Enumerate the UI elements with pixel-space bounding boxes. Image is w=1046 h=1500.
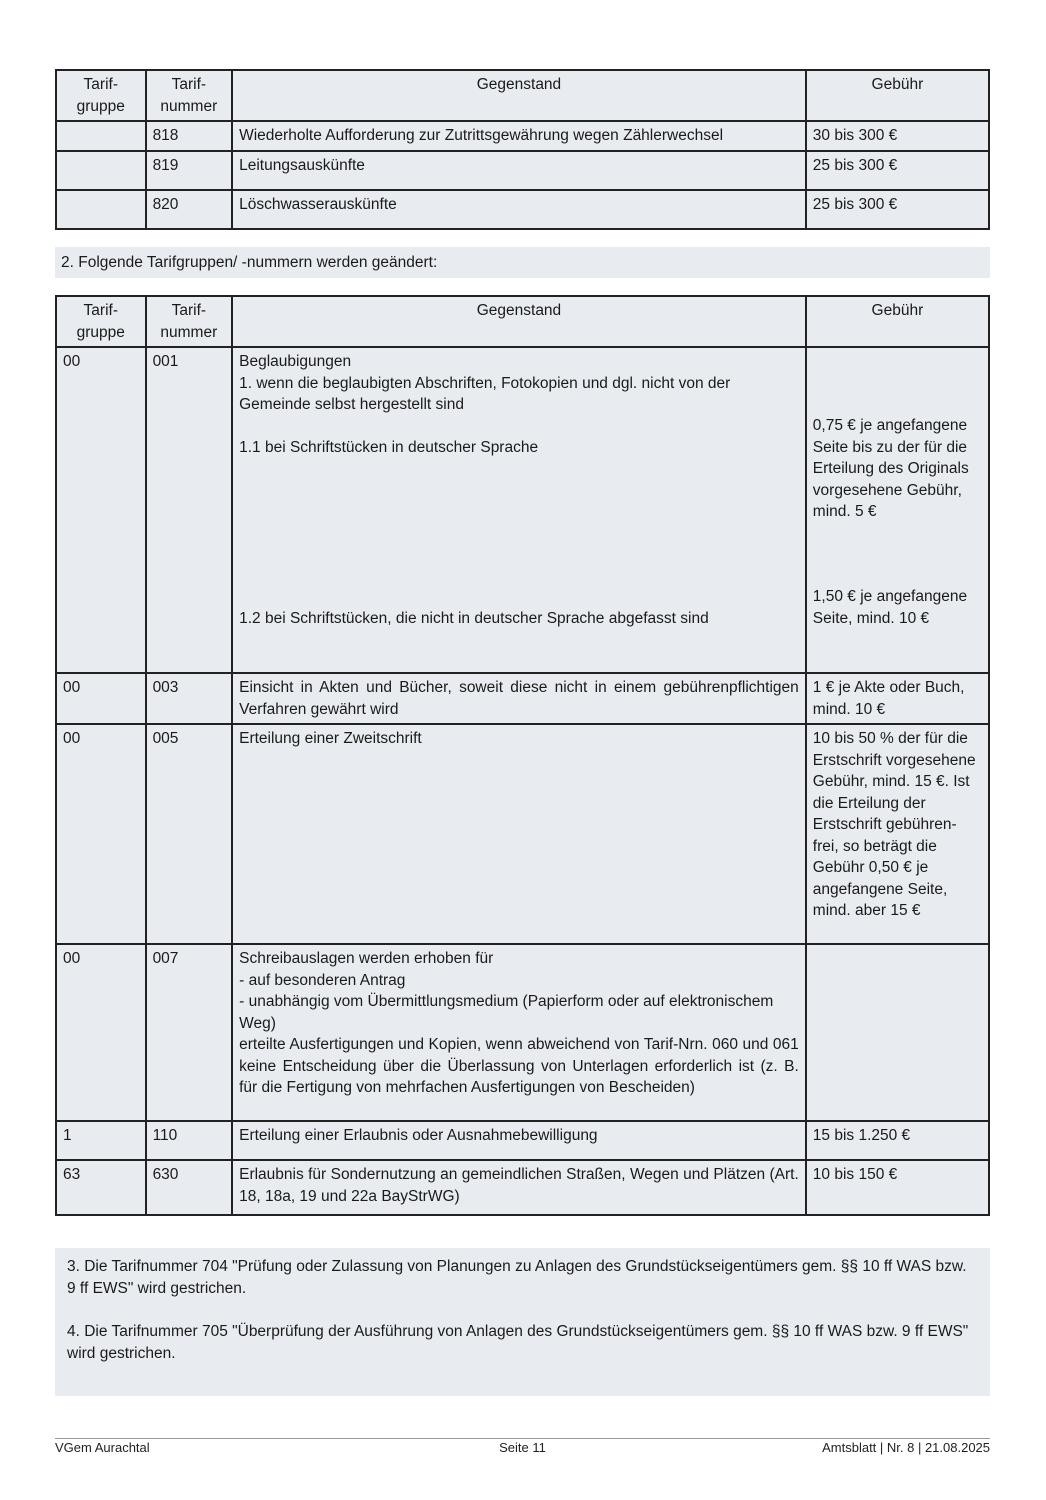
cell-gebuehr: 15 bis 1.250 € [806, 1121, 989, 1160]
gegenstand-title: Beglaubigungen [239, 353, 352, 370]
header-text: gruppe [76, 97, 125, 115]
spacer [239, 416, 799, 437]
cell-gruppe: 00 [56, 347, 146, 673]
gegenstand-line: Schreibauslagen werden erhoben für [239, 950, 494, 967]
header-gebuehr: Gebühr [806, 70, 989, 121]
table-row [56, 944, 989, 1121]
table-row [56, 190, 989, 229]
header-text: gruppe [76, 323, 125, 341]
header-text: Tarif- [171, 302, 207, 319]
sub-item-1-fee: 0,75 € je angefangene Seite bis zu der für die Erteilung des Originals vorgesehene Gebühr, mind. 5 € [812, 417, 969, 520]
table-header-row [56, 296, 989, 347]
cell-gruppe: 00 [56, 724, 146, 944]
note-item-4: 4. Die Tarifnummer 705 "Überprüfung der Ausführung von Anlagen des Grundstückseigentümers gem. §§ 10 ff WAS bzw. 9 ff EWS" wird gestrichen. [67, 1323, 969, 1362]
cell-gebuehr: 1 € je Akte oder Buch, mind. 10 € [806, 673, 989, 724]
cell-gebuehr: 25 bis 300 € [806, 151, 989, 190]
spacer [239, 587, 799, 608]
table-row [56, 151, 989, 190]
cell-gegenstand: Leitungsauskünfte [232, 151, 806, 190]
cell-gegenstand [232, 944, 806, 1121]
header-gegenstand: Gegenstand [232, 70, 806, 121]
header-text: nummer [160, 323, 218, 341]
cell-gegenstand: Erteilung einer Erlaubnis oder Ausnahmebewilligung [232, 1121, 806, 1160]
table-row [56, 673, 989, 724]
header-gebuehr: Gebühr [806, 296, 989, 347]
section-2-heading: 2. Folgende Tarifgruppen/ -nummern werden geändert: [55, 247, 990, 278]
tariff-table-changes [55, 295, 990, 1216]
cell-gruppe: 1 [56, 1121, 146, 1160]
table-header-row [56, 70, 989, 121]
cell-nummer: 630 [146, 1160, 233, 1215]
header-tarifnummer [146, 70, 233, 121]
table-row [56, 347, 989, 673]
cell-nummer: 819 [146, 151, 233, 190]
cell-gegenstand [232, 347, 806, 673]
cell-nummer: 003 [146, 673, 233, 724]
cell-nummer: 001 [146, 347, 233, 673]
cell-nummer: 007 [146, 944, 233, 1121]
footer-issue-info: Amtsblatt | Nr. 8 | 21.08.2025 [822, 1440, 991, 1455]
gegenstand-line: - auf besonderen Antrag [239, 971, 406, 989]
gegenstand-line: 1. wenn die beglaubigten Abschriften, Fotokopien und dgl. nicht von der Gemeinde selbst hergestellt sind [239, 374, 731, 413]
footer-publisher: VGem Aurachtal [55, 1440, 150, 1455]
cell-nummer: 005 [146, 724, 233, 944]
spacer [813, 351, 982, 415]
table-row [56, 121, 989, 151]
cell-gebuehr: 10 bis 50 % der für die Erstschrift vorgesehene Gebühr, mind. 15 €. Ist die Erteilung der Erstschrift gebühren-frei, so beträgt die Gebühr 0,50 € je angefangene Seite, mind. aber 15 € [806, 724, 989, 944]
header-text: Tarif- [171, 76, 207, 93]
cell-gebuehr [806, 944, 989, 1121]
cell-nummer: 110 [146, 1121, 233, 1160]
spacer [813, 565, 982, 586]
cell-gegenstand: Erteilung einer Zweitschrift [232, 724, 806, 944]
cell-gruppe [56, 151, 146, 190]
table-row [56, 724, 989, 944]
table-row [56, 1121, 989, 1160]
cell-gegenstand: Löschwasserauskünfte [232, 190, 806, 229]
gegenstand-line: - unabhängig vom Übermittlungsmedium (Papierform oder auf elektronischem Weg) [239, 993, 774, 1032]
cell-gruppe [56, 190, 146, 229]
sub-item-2-text: 1.2 bei Schriftstücken, die nicht in deutscher Sprache abgefasst sind [239, 609, 709, 627]
header-gegenstand: Gegenstand [232, 296, 806, 347]
cell-gruppe: 00 [56, 944, 146, 1121]
header-tarifnummer [146, 296, 233, 347]
note-item-3: 3. Die Tarifnummer 704 "Prüfung oder Zulassung von Planungen zu Anlagen des Grundstückseigentümers gem. §§ 10 ff WAS bzw. 9 ff EWS" wird gestrichen. [67, 1258, 967, 1297]
header-text: nummer [160, 97, 218, 115]
header-text: Tarif- [83, 76, 118, 93]
sub-item-1-text: 1.1 bei Schriftstücken in deutscher Sprache [239, 438, 539, 456]
cell-gegenstand: Einsicht in Akten und Bücher, soweit diese nicht in einem gebührenpflichtigen Verfahren gewährt wird [232, 673, 806, 724]
cell-gebuehr: 10 bis 150 € [806, 1160, 989, 1215]
gegenstand-line: erteilte Ausfertigungen und Kopien, wenn abweichend von Tarif-Nrn. 060 und 061 keine Entscheidung über die Überlassung von Unterlagen erforderlich ist (z. B. für die Fertigung von mehrfachen Ausfertigungen von Bescheiden) [239, 1036, 799, 1096]
cell-gebuehr: 30 bis 300 € [806, 121, 989, 151]
cell-gegenstand: Erlaubnis für Sondernutzung an gemeindlichen Straßen, Wegen und Plätzen (Art. 18, 18a, 19 und 22a BayStrWG) [232, 1160, 806, 1215]
notes-box [55, 1248, 990, 1396]
header-tarifgruppe [56, 70, 146, 121]
header-text: Tarif- [83, 302, 118, 319]
page-footer [55, 1440, 990, 1456]
cell-nummer: 820 [146, 190, 233, 229]
footer-page-number: Seite 11 [499, 1440, 546, 1455]
cell-gebuehr: 25 bis 300 € [806, 190, 989, 229]
footer-divider [55, 1438, 990, 1439]
cell-gegenstand: Wiederholte Aufforderung zur Zutrittsgewährung wegen Zählerwechsel [232, 121, 806, 151]
cell-nummer: 818 [146, 121, 233, 151]
tariff-table-additions [55, 69, 990, 230]
cell-gruppe [56, 121, 146, 151]
sub-item-2-fee: 1,50 € je angefangene Seite, mind. 10 € [812, 588, 968, 627]
header-tarifgruppe [56, 296, 146, 347]
cell-gruppe: 00 [56, 673, 146, 724]
cell-gruppe: 63 [56, 1160, 146, 1215]
cell-gebuehr [806, 347, 989, 673]
table-row [56, 1160, 989, 1215]
